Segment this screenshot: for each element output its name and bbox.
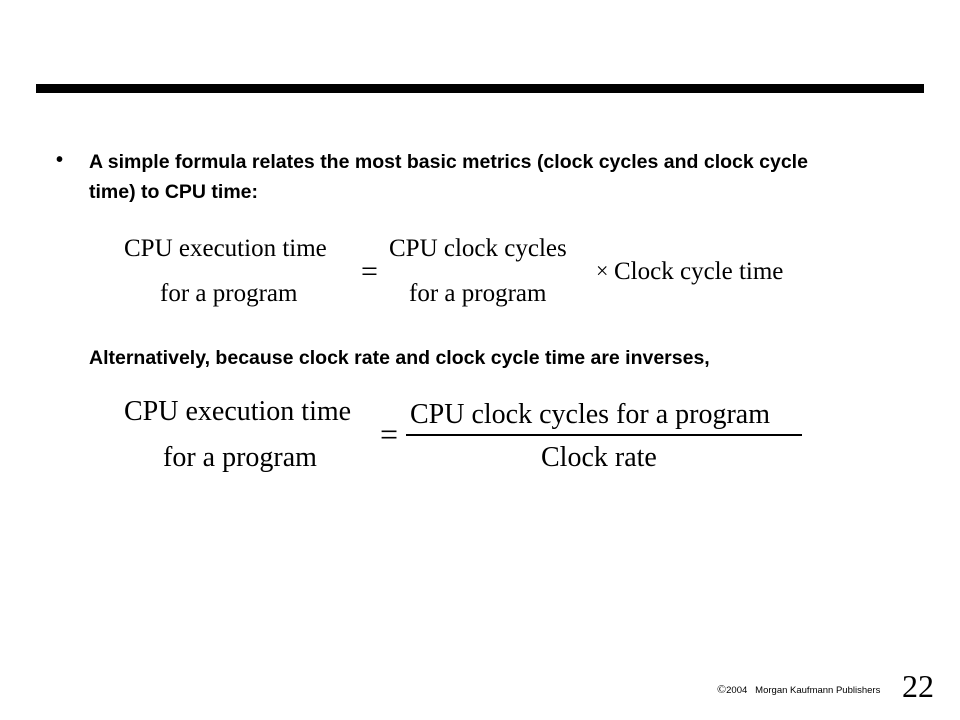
bullet-marker: • [56, 149, 64, 171]
eq1-rhs-top: CPU clock cycles [389, 235, 567, 262]
eq2-numerator: CPU clock cycles for a program [410, 399, 770, 430]
eq1-lhs-bottom: for a program [160, 280, 298, 307]
eq2-lhs-bottom: for a program [163, 442, 317, 473]
eq1-equals: = [361, 255, 378, 288]
page-number: 22 [902, 668, 934, 704]
eq1-rhs-bottom: for a program [409, 280, 547, 307]
eq1-rhs-factor: Clock cycle time [614, 258, 784, 285]
eq2-denominator: Clock rate [541, 442, 657, 473]
eq1-times: × [596, 258, 609, 283]
bullet-text: A simple formula relates the most basic metrics (clock cycles and clock cycle time) to CPU time: [89, 151, 808, 203]
copyright-notice [717, 682, 880, 697]
eq2-lhs-top: CPU execution time [124, 396, 352, 427]
copyright-text: 2004 Morgan Kaufmann Publishers [726, 685, 881, 696]
eq1-lhs-top: CPU execution time [124, 235, 327, 262]
eq2-equals: = [380, 416, 399, 452]
alternative-text: Alternatively, because clock rate and clock cycle time are inverses, [89, 347, 710, 369]
copyright-symbol: © [717, 682, 727, 696]
top-rule [36, 84, 924, 93]
eq2-fraction-bar [406, 434, 802, 436]
